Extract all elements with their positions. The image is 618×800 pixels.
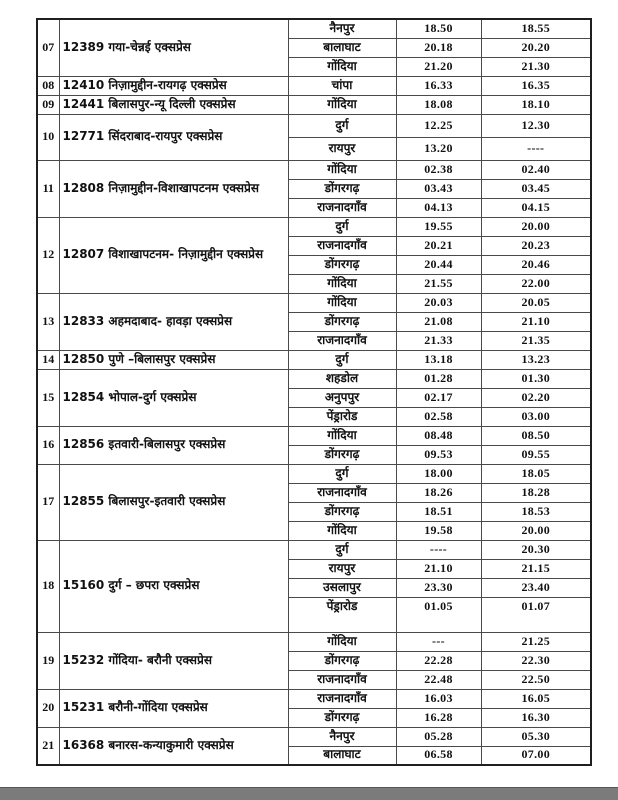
stop-arrival: 16.03 (396, 689, 481, 708)
stop-departure: 20.05 (481, 293, 591, 312)
stop-departure: 20.23 (481, 236, 591, 255)
stop-departure: 08.50 (481, 426, 591, 445)
train-serial: 21 (37, 727, 59, 765)
timetable-row (37, 727, 591, 746)
stop-departure: 18.53 (481, 502, 591, 521)
stop-arrival: 12.25 (396, 114, 481, 137)
stop-station: डोंगरगढ़ (288, 255, 396, 274)
train-serial: 12 (37, 217, 59, 293)
train-name: 15232 गोंदिया- बरौनी एक्सप्रेस (59, 632, 288, 689)
stop-arrival: 20.03 (396, 293, 481, 312)
timetable-row (37, 350, 591, 369)
stop-arrival: 08.48 (396, 426, 481, 445)
stop-station: नैनपुर (288, 727, 396, 746)
stop-departure: 20.30 (481, 540, 591, 559)
stop-arrival: --- (396, 632, 481, 651)
stop-station: गोंदिया (288, 274, 396, 293)
timetable-row (37, 632, 591, 651)
stop-arrival: 22.48 (396, 670, 481, 689)
stop-departure: 20.20 (481, 38, 591, 57)
timetable-row (37, 76, 591, 95)
timetable-row (37, 426, 591, 445)
stop-station: डोंगरगढ़ (288, 445, 396, 464)
train-name: 12441 बिलासपुर-न्यू दिल्ली एक्सप्रेस (59, 95, 288, 114)
stop-arrival: 06.58 (396, 746, 481, 765)
stop-departure: 21.15 (481, 559, 591, 578)
stop-departure: 18.28 (481, 483, 591, 502)
stop-station: दुर्ग (288, 217, 396, 236)
stop-arrival: 18.08 (396, 95, 481, 114)
timetable-row (37, 160, 591, 179)
stop-arrival: 20.44 (396, 255, 481, 274)
timetable-row (37, 95, 591, 114)
stop-station: गोंदिया (288, 426, 396, 445)
stop-arrival: 21.20 (396, 57, 481, 76)
stop-station: राजनादगाँव (288, 236, 396, 255)
stop-departure: 23.40 (481, 578, 591, 597)
stop-arrival: 16.33 (396, 76, 481, 95)
stop-departure: 18.55 (481, 19, 591, 38)
stop-departure: 13.23 (481, 350, 591, 369)
stop-station: गोंदिया (288, 632, 396, 651)
stop-station: गोंदिया (288, 521, 396, 540)
stop-departure: 21.25 (481, 632, 591, 651)
stop-arrival: 13.20 (396, 137, 481, 160)
stop-station: पेंड्रारोड (288, 407, 396, 426)
stop-departure: 22.00 (481, 274, 591, 293)
stop-departure: 21.10 (481, 312, 591, 331)
stop-departure: 21.30 (481, 57, 591, 76)
stop-arrival: 19.58 (396, 521, 481, 540)
stop-arrival: 19.55 (396, 217, 481, 236)
stop-station: बालाघाट (288, 746, 396, 765)
train-name: 12854 भोपाल-दुर्ग एक्सप्रेस (59, 369, 288, 426)
stop-arrival: 01.28 (396, 369, 481, 388)
stop-departure: 05.30 (481, 727, 591, 746)
stop-station: राजनादगाँव (288, 198, 396, 217)
stop-station: गोंदिया (288, 293, 396, 312)
stop-arrival: 18.51 (396, 502, 481, 521)
stop-departure: 03.45 (481, 179, 591, 198)
stop-station: डोंगरगढ़ (288, 179, 396, 198)
stop-departure: 21.35 (481, 331, 591, 350)
stop-arrival: 20.21 (396, 236, 481, 255)
stop-departure: 16.05 (481, 689, 591, 708)
timetable-row (37, 293, 591, 312)
stop-station: राजनादगाँव (288, 670, 396, 689)
stop-arrival: 02.38 (396, 160, 481, 179)
train-serial: 08 (37, 76, 59, 95)
stop-station: डोंगरगढ़ (288, 502, 396, 521)
window-bottom-bar (0, 787, 618, 800)
stop-station: डोंगरगढ़ (288, 651, 396, 670)
train-serial: 17 (37, 464, 59, 540)
stop-arrival: 13.18 (396, 350, 481, 369)
timetable-row (37, 114, 591, 137)
train-serial: 10 (37, 114, 59, 160)
train-serial: 14 (37, 350, 59, 369)
train-serial: 16 (37, 426, 59, 464)
stop-arrival: 02.17 (396, 388, 481, 407)
stop-arrival: 21.33 (396, 331, 481, 350)
train-timetable (36, 18, 592, 766)
stop-arrival: 04.13 (396, 198, 481, 217)
train-name: 12389 गया-चेन्नई एक्सप्रेस (59, 19, 288, 76)
stop-station: दुर्ग (288, 540, 396, 559)
stop-station: अनुपपुर (288, 388, 396, 407)
train-name: 12833 अहमदाबाद- हावड़ा एक्सप्रेस (59, 293, 288, 350)
stop-arrival: 21.55 (396, 274, 481, 293)
train-serial: 19 (37, 632, 59, 689)
stop-station: बालाघाट (288, 38, 396, 57)
stop-station: चांपा (288, 76, 396, 95)
stop-station: उसलापुर (288, 578, 396, 597)
train-name: 12850 पुणे –बिलासपुर एक्सप्रेस (59, 350, 288, 369)
stop-arrival: 23.30 (396, 578, 481, 597)
train-name: 15231 बरौनी-गोंदिया एक्सप्रेस (59, 689, 288, 727)
stop-arrival: 18.00 (396, 464, 481, 483)
stop-departure: 03.00 (481, 407, 591, 426)
stop-departure: 22.50 (481, 670, 591, 689)
train-serial: 13 (37, 293, 59, 350)
train-name: 12410 निज़ामुद्दीन-रायगढ़ एक्सप्रेस (59, 76, 288, 95)
stop-departure: 09.55 (481, 445, 591, 464)
stop-station: दुर्ग (288, 464, 396, 483)
timetable-row (37, 369, 591, 388)
stop-departure: 01.30 (481, 369, 591, 388)
stop-departure: 20.46 (481, 255, 591, 274)
stop-station: गोंदिया (288, 57, 396, 76)
stop-station: गोंदिया (288, 95, 396, 114)
stop-station: शहडोल (288, 369, 396, 388)
stop-station: राजनादगाँव (288, 483, 396, 502)
timetable-row (37, 464, 591, 483)
timetable-row (37, 217, 591, 236)
stop-departure: 20.00 (481, 217, 591, 236)
timetable-row (37, 19, 591, 38)
stop-arrival: ---- (396, 540, 481, 559)
stop-departure: 20.00 (481, 521, 591, 540)
stop-arrival: 02.58 (396, 407, 481, 426)
train-serial: 09 (37, 95, 59, 114)
stop-arrival: 18.26 (396, 483, 481, 502)
stop-arrival: 20.18 (396, 38, 481, 57)
train-name: 16368 बनारस-कन्याकुमारी एक्सप्रेस (59, 727, 288, 765)
stop-station: दुर्ग (288, 114, 396, 137)
stop-arrival: 01.05 (396, 597, 481, 632)
stop-departure: 01.07 (481, 597, 591, 632)
stop-departure: 18.05 (481, 464, 591, 483)
train-serial: 18 (37, 540, 59, 632)
stop-departure: 22.30 (481, 651, 591, 670)
stop-arrival: 21.10 (396, 559, 481, 578)
stop-departure: ---- (481, 137, 591, 160)
stop-station: राजनादगाँव (288, 689, 396, 708)
stop-station: डोंगरगढ़ (288, 312, 396, 331)
stop-station: डोंगरगढ़ (288, 708, 396, 727)
train-name: 12855 बिलासपुर-इतवारी एक्सप्रेस (59, 464, 288, 540)
stop-station: राजनादगाँव (288, 331, 396, 350)
train-name: 12856 इतवारी-बिलासपुर एक्सप्रेस (59, 426, 288, 464)
stop-departure: 07.00 (481, 746, 591, 765)
train-name: 15160 दुर्ग – छपरा एक्सप्रेस (59, 540, 288, 632)
train-serial: 20 (37, 689, 59, 727)
train-name: 12808 निज़ामुद्दीन-विशाखापटनम एक्सप्रेस (59, 160, 288, 217)
stop-arrival: 05.28 (396, 727, 481, 746)
train-serial: 11 (37, 160, 59, 217)
stop-departure: 12.30 (481, 114, 591, 137)
stop-station: गोंदिया (288, 160, 396, 179)
stop-station: दुर्ग (288, 350, 396, 369)
stop-station: रायपुर (288, 559, 396, 578)
train-name: 12771 सिंदराबाद-रायपुर एक्सप्रेस (59, 114, 288, 160)
stop-departure: 04.15 (481, 198, 591, 217)
train-name: 12807 विशाखापटनम- निज़ामुद्दीन एक्सप्रेस (59, 217, 288, 293)
train-serial: 07 (37, 19, 59, 76)
stop-arrival: 09.53 (396, 445, 481, 464)
stop-departure: 02.20 (481, 388, 591, 407)
stop-arrival: 18.50 (396, 19, 481, 38)
stop-arrival: 22.28 (396, 651, 481, 670)
stop-station: रायपुर (288, 137, 396, 160)
stop-arrival: 03.43 (396, 179, 481, 198)
stop-arrival: 21.08 (396, 312, 481, 331)
stop-arrival: 16.28 (396, 708, 481, 727)
stop-departure: 18.10 (481, 95, 591, 114)
stop-station: नैनपुर (288, 19, 396, 38)
stop-station: पेंड्रारोड (288, 597, 396, 632)
stop-departure: 16.35 (481, 76, 591, 95)
timetable-row (37, 540, 591, 559)
stop-departure: 02.40 (481, 160, 591, 179)
stop-departure: 16.30 (481, 708, 591, 727)
train-serial: 15 (37, 369, 59, 426)
timetable-row (37, 689, 591, 708)
